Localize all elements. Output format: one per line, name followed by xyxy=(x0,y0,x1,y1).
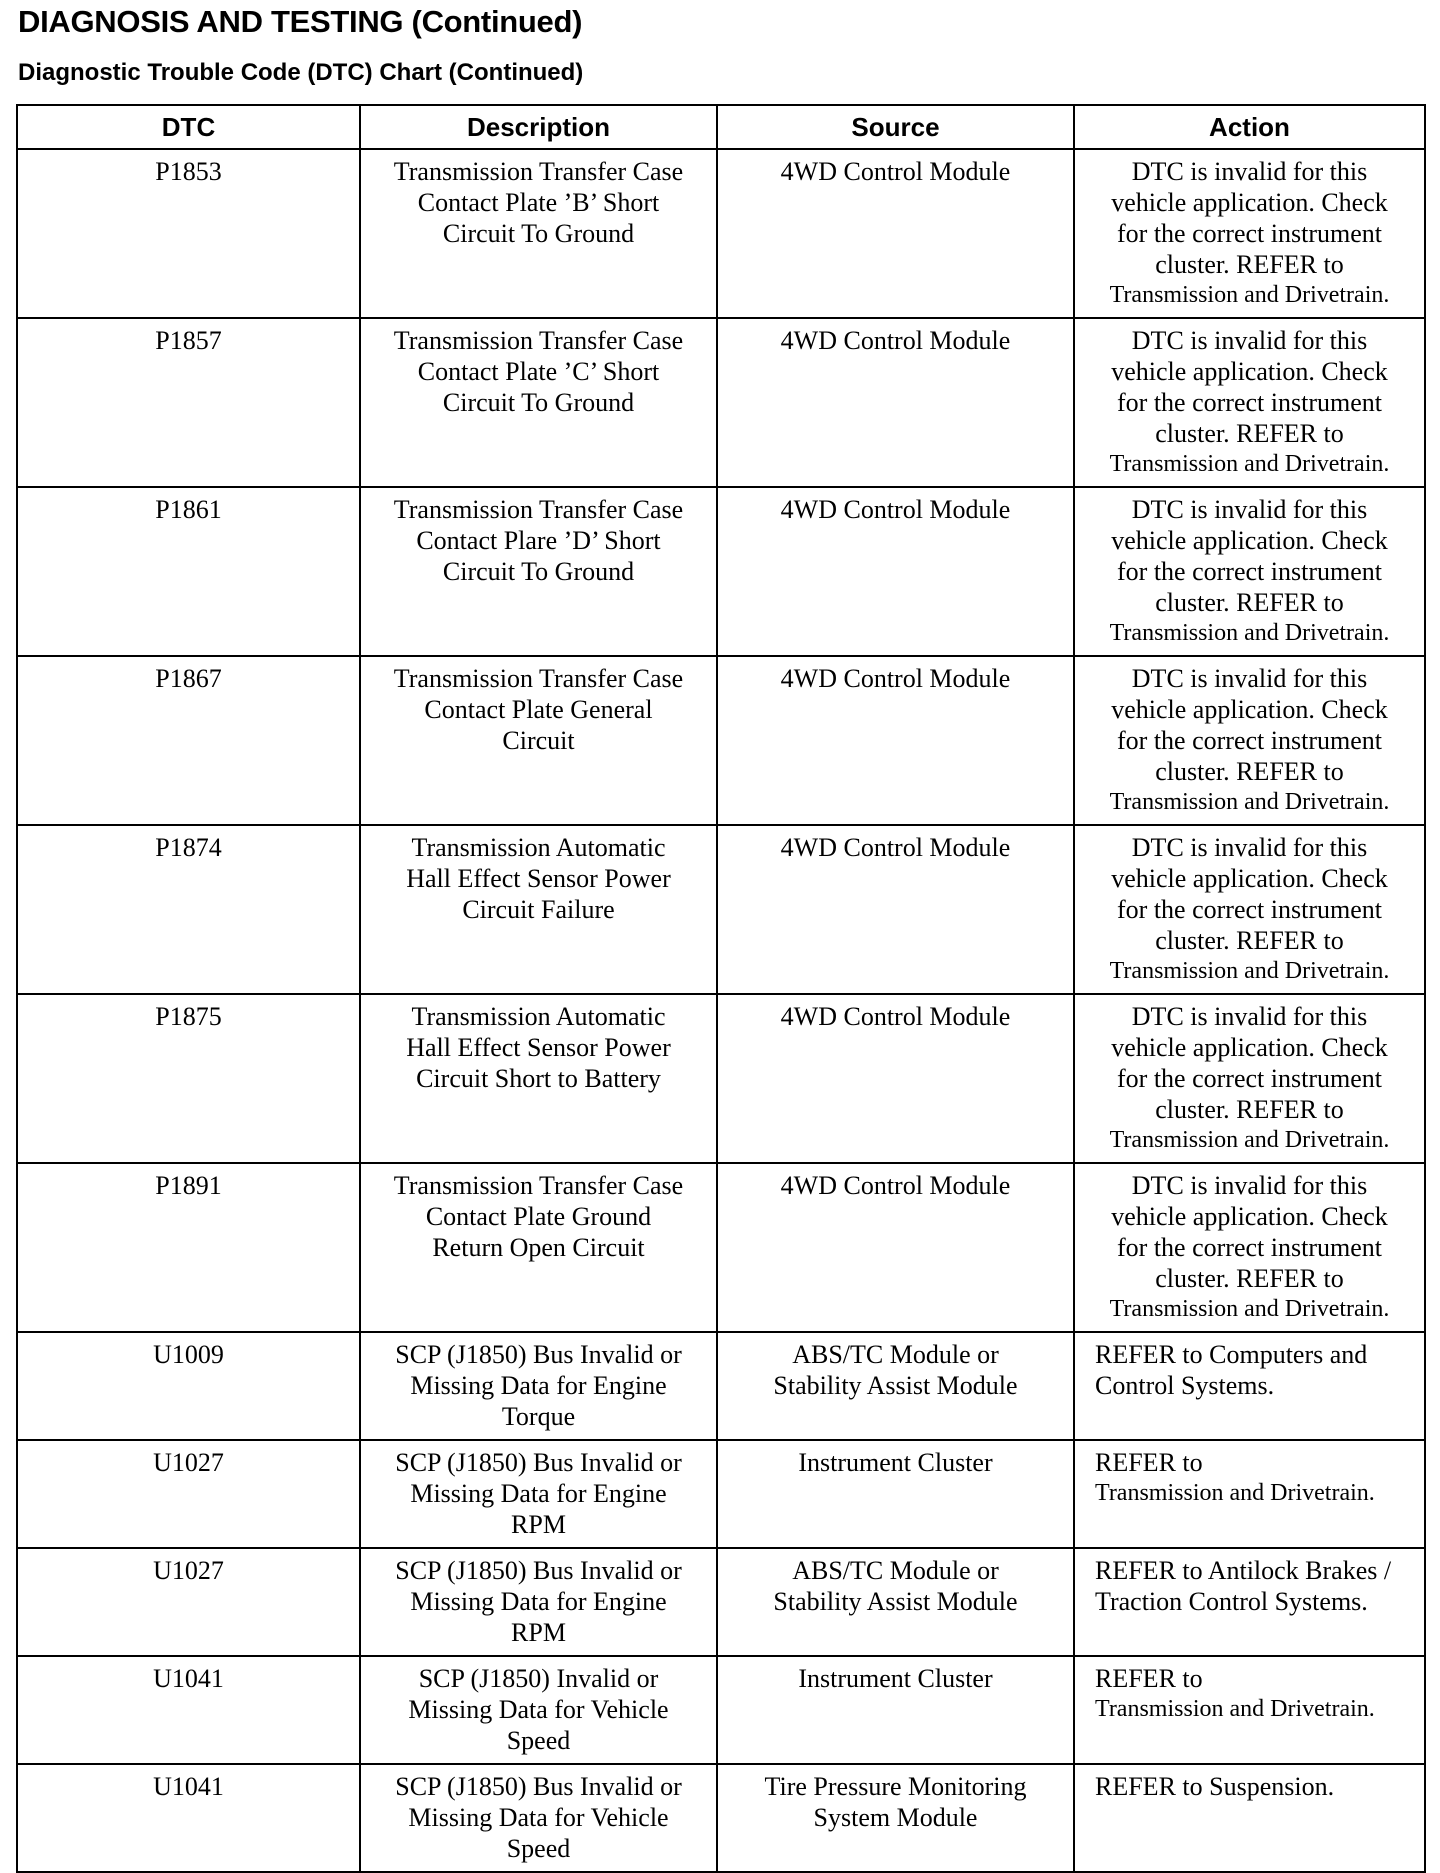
action-cell xyxy=(1074,1548,1425,1656)
column-header-source: Source xyxy=(717,105,1074,149)
source-line: 4WD Control Module xyxy=(780,326,1011,355)
action-line: cluster. REFER to xyxy=(1155,588,1344,617)
description-line: Missing Data for Vehicle xyxy=(408,1695,669,1724)
action-line: vehicle application. Check xyxy=(1111,526,1388,555)
action-line: Transmission and Drivetrain. xyxy=(1109,282,1390,308)
description-cell xyxy=(360,1764,717,1872)
table-row xyxy=(17,1656,1425,1764)
source-cell xyxy=(717,994,1074,1163)
action-line: vehicle application. Check xyxy=(1111,1033,1388,1062)
dtc-code: P1874 xyxy=(17,825,360,994)
description-line: RPM xyxy=(511,1618,566,1647)
action-line: DTC is invalid for this xyxy=(1131,1002,1368,1031)
source-line: Tire Pressure Monitoring xyxy=(764,1772,1027,1801)
description-line: SCP (J1850) Bus Invalid or xyxy=(395,1556,682,1585)
action-line: REFER to Antilock Brakes / xyxy=(1095,1556,1392,1585)
action-line: Transmission and Drivetrain. xyxy=(1109,620,1390,646)
action-cell xyxy=(1074,487,1425,656)
description-line: RPM xyxy=(511,1510,566,1539)
source-cell xyxy=(717,825,1074,994)
action-cell xyxy=(1074,1440,1425,1548)
dtc-code: P1891 xyxy=(17,1163,360,1332)
page-title: DIAGNOSIS AND TESTING (Continued) xyxy=(18,4,583,39)
chart-title: Diagnostic Trouble Code (DTC) Chart (Continued) xyxy=(18,59,584,86)
action-line: vehicle application. Check xyxy=(1111,357,1388,386)
description-cell xyxy=(360,994,717,1163)
action-line: cluster. REFER to xyxy=(1155,757,1344,786)
table-row xyxy=(17,1548,1425,1656)
action-cell xyxy=(1074,1764,1425,1872)
source-cell xyxy=(717,1440,1074,1548)
action-line: for the correct instrument xyxy=(1117,388,1382,417)
source-cell xyxy=(717,1764,1074,1872)
column-header-description: Description xyxy=(360,105,717,149)
description-line: Contact Plate Ground xyxy=(425,1202,652,1231)
description-cell xyxy=(360,487,717,656)
source-cell xyxy=(717,1548,1074,1656)
source-line: ABS/TC Module or xyxy=(792,1556,999,1585)
action-line: for the correct instrument xyxy=(1117,557,1382,586)
description-cell xyxy=(360,1548,717,1656)
action-cell xyxy=(1074,149,1425,318)
description-line: Speed xyxy=(506,1834,571,1863)
action-line: DTC is invalid for this xyxy=(1131,326,1368,355)
source-line: 4WD Control Module xyxy=(780,833,1011,862)
action-line: Transmission and Drivetrain. xyxy=(1095,1696,1375,1722)
description-line: Contact Plate ’B’ Short xyxy=(417,188,660,217)
dtc-code: U1027 xyxy=(17,1548,360,1656)
action-line: DTC is invalid for this xyxy=(1131,1171,1368,1200)
description-line: Circuit To Ground xyxy=(442,557,635,586)
table-row xyxy=(17,1764,1425,1872)
description-line: Contact Plate ’C’ Short xyxy=(417,357,660,386)
source-cell xyxy=(717,1332,1074,1440)
description-line: Transmission Transfer Case xyxy=(393,495,684,524)
table-header-row xyxy=(17,105,1425,149)
description-line: Transmission Automatic xyxy=(411,1002,666,1031)
action-line: for the correct instrument xyxy=(1117,219,1382,248)
description-line: Transmission Transfer Case xyxy=(393,1171,684,1200)
description-line: Torque xyxy=(501,1402,576,1431)
action-line: for the correct instrument xyxy=(1117,1064,1382,1093)
action-line: vehicle application. Check xyxy=(1111,695,1388,724)
description-line: SCP (J1850) Bus Invalid or xyxy=(395,1448,682,1477)
action-cell xyxy=(1074,1656,1425,1764)
description-line: Transmission Transfer Case xyxy=(393,326,684,355)
action-line: Transmission and Drivetrain. xyxy=(1095,1480,1375,1506)
action-cell xyxy=(1074,825,1425,994)
description-cell xyxy=(360,149,717,318)
action-line: for the correct instrument xyxy=(1117,895,1382,924)
table-row xyxy=(17,656,1425,825)
source-cell xyxy=(717,487,1074,656)
table-row xyxy=(17,825,1425,994)
source-cell xyxy=(717,656,1074,825)
description-line: Contact Plare ’D’ Short xyxy=(416,526,661,555)
action-line: REFER to Computers and xyxy=(1095,1340,1368,1369)
dtc-code: P1853 xyxy=(17,149,360,318)
source-line: 4WD Control Module xyxy=(780,495,1011,524)
source-cell xyxy=(717,1656,1074,1764)
source-line: ABS/TC Module or xyxy=(792,1340,999,1369)
action-line: Transmission and Drivetrain. xyxy=(1109,958,1390,984)
description-line: Circuit To Ground xyxy=(442,388,635,417)
description-line: Circuit To Ground xyxy=(442,219,635,248)
description-line: Circuit xyxy=(502,726,575,755)
action-line: Transmission and Drivetrain. xyxy=(1109,789,1390,815)
action-line: Control Systems. xyxy=(1095,1371,1275,1400)
source-line: System Module xyxy=(813,1803,978,1832)
source-line: 4WD Control Module xyxy=(780,1002,1011,1031)
dtc-code: U1041 xyxy=(17,1764,360,1872)
dtc-code: P1875 xyxy=(17,994,360,1163)
table-row xyxy=(17,318,1425,487)
table-row xyxy=(17,1163,1425,1332)
dtc-code: P1867 xyxy=(17,656,360,825)
description-line: Missing Data for Engine xyxy=(410,1479,667,1508)
action-line: Transmission and Drivetrain. xyxy=(1109,1127,1390,1153)
dtc-chart-table xyxy=(16,104,1426,1873)
description-cell xyxy=(360,1163,717,1332)
source-line: Stability Assist Module xyxy=(773,1587,1018,1616)
source-cell xyxy=(717,318,1074,487)
source-line: Instrument Cluster xyxy=(798,1664,993,1693)
action-line: REFER to Suspension. xyxy=(1095,1772,1335,1801)
description-line: SCP (J1850) Bus Invalid or xyxy=(395,1340,682,1369)
table-row xyxy=(17,487,1425,656)
source-line: 4WD Control Module xyxy=(780,157,1011,186)
dtc-code: U1041 xyxy=(17,1656,360,1764)
dtc-code: P1857 xyxy=(17,318,360,487)
description-line: Transmission Transfer Case xyxy=(393,664,684,693)
description-line: Return Open Circuit xyxy=(432,1233,645,1262)
action-cell xyxy=(1074,994,1425,1163)
description-line: Circuit Failure xyxy=(462,895,615,924)
description-line: Missing Data for Vehicle xyxy=(408,1803,669,1832)
source-line: Stability Assist Module xyxy=(773,1371,1018,1400)
source-line: Instrument Cluster xyxy=(798,1448,993,1477)
action-line: vehicle application. Check xyxy=(1111,1202,1388,1231)
description-line: Missing Data for Engine xyxy=(410,1587,667,1616)
table-row xyxy=(17,994,1425,1163)
description-cell xyxy=(360,1332,717,1440)
action-line: Transmission and Drivetrain. xyxy=(1109,1296,1390,1322)
action-line: cluster. REFER to xyxy=(1155,1095,1344,1124)
description-line: Missing Data for Engine xyxy=(410,1371,667,1400)
action-line: for the correct instrument xyxy=(1117,1233,1382,1262)
description-line: Speed xyxy=(506,1726,571,1755)
action-line: DTC is invalid for this xyxy=(1131,157,1368,186)
description-line: Transmission Automatic xyxy=(411,833,666,862)
action-line: cluster. REFER to xyxy=(1155,250,1344,279)
description-cell xyxy=(360,825,717,994)
source-line: 4WD Control Module xyxy=(780,1171,1011,1200)
action-line: REFER to xyxy=(1095,1448,1203,1477)
action-line: REFER to xyxy=(1095,1664,1203,1693)
description-cell xyxy=(360,656,717,825)
action-line: cluster. REFER to xyxy=(1155,926,1344,955)
action-line: cluster. REFER to xyxy=(1155,419,1344,448)
column-header-action: Action xyxy=(1074,105,1425,149)
action-line: Transmission and Drivetrain. xyxy=(1109,451,1390,477)
action-line: DTC is invalid for this xyxy=(1131,495,1368,524)
dtc-code: P1861 xyxy=(17,487,360,656)
description-line: Transmission Transfer Case xyxy=(393,157,684,186)
dtc-code: U1027 xyxy=(17,1440,360,1548)
description-line: Hall Effect Sensor Power xyxy=(406,864,671,893)
table-row xyxy=(17,1440,1425,1548)
description-cell xyxy=(360,1656,717,1764)
source-cell xyxy=(717,1163,1074,1332)
description-line: Contact Plate General xyxy=(424,695,653,724)
action-line: Traction Control Systems. xyxy=(1095,1587,1368,1616)
description-line: Circuit Short to Battery xyxy=(416,1064,661,1093)
action-line: vehicle application. Check xyxy=(1111,188,1388,217)
column-header-dtc: DTC xyxy=(17,105,360,149)
description-cell xyxy=(360,1440,717,1548)
source-cell xyxy=(717,149,1074,318)
action-cell xyxy=(1074,656,1425,825)
action-line: DTC is invalid for this xyxy=(1131,664,1368,693)
table-row xyxy=(17,149,1425,318)
dtc-code: U1009 xyxy=(17,1332,360,1440)
action-line: DTC is invalid for this xyxy=(1131,833,1368,862)
action-line: cluster. REFER to xyxy=(1155,1264,1344,1293)
action-cell xyxy=(1074,1163,1425,1332)
table-row xyxy=(17,1332,1425,1440)
description-line: Hall Effect Sensor Power xyxy=(406,1033,671,1062)
description-line: SCP (J1850) Bus Invalid or xyxy=(395,1772,682,1801)
source-line: 4WD Control Module xyxy=(780,664,1011,693)
action-cell xyxy=(1074,318,1425,487)
action-line: vehicle application. Check xyxy=(1111,864,1388,893)
action-line: for the correct instrument xyxy=(1117,726,1382,755)
action-cell xyxy=(1074,1332,1425,1440)
description-line: SCP (J1850) Invalid or xyxy=(418,1664,659,1693)
description-cell xyxy=(360,318,717,487)
